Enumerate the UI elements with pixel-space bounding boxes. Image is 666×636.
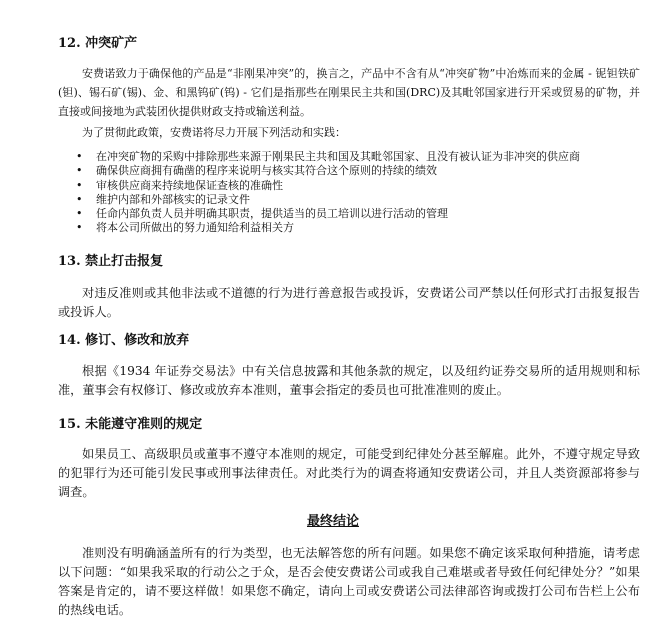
section-title-anti-retaliation: 13. 禁止打击报复 [58, 254, 164, 269]
list-item: • 维护内部和外部核实的记录文件 [76, 193, 636, 207]
paragraph-conclusion: 准则没有明确涵盖所有的行为类型，也无法解答您的所有问题。如果您不确定该采取何种措施，请考虑以下问题：“如果我采取的行动公之于众，是否会使安费诺公司或我自己难堪或者导致任何纪律处分？”如果答案是肯定的，请不要这样做！如果您不确定，请向上司或安费诺公司法律部咨询或拨打公司布告栏上公布的热线电话。 [58, 546, 640, 617]
paragraph-conflict-minerals-policy: 安费诺致力于确保他的产品是“非刚果冲突”的，换言之，产品中不含有从“冲突矿物”中冶炼而来的金属 - 铌钽铁矿(钽)、锡石矿(锡)、金、和黑钨矿(钨) - 它们是指那些在刚果民主共和国(DRC)及其毗邻国家进行开采或贸易的矿物，并直接或间接地为武装团伙提供财政支持或输送利益。 [58, 67, 640, 118]
list-item: • 确保供应商拥有确凿的程序来说明与核实其符合这个原则的持续的绩效 [76, 164, 636, 178]
section-title-conflict-minerals: 12. 冲突矿产 [58, 36, 138, 51]
conclusion-heading [0, 514, 666, 530]
section-title-non-compliance: 15. 未能遵守准则的规定 [58, 417, 203, 432]
list-item: • 将本公司所做出的努力通知给利益相关方 [76, 221, 636, 235]
list-item: • 审核供应商来持续地保证查核的准确性 [76, 179, 636, 193]
paragraph-anti-retaliation: 对违反准则或其他非法或不道德的行为进行善意报告或投诉，安费诺公司严禁以任何形式打击报复报告或投诉人。 [58, 286, 640, 319]
paragraph-amendments: 根据《1934 年证券交易法》中有关信息披露和其他条款的规定，以及纽约证券交易所的适用规则和标准，董事会有权修订、修改或放弃本准则，董事会指定的委员也可批准准则的废止。 [58, 364, 640, 397]
list-item: • 任命内部负责人员并明确其职责，提供适当的员工培训以进行活动的管理 [76, 207, 636, 221]
conclusion-title: 最终结论 [306, 514, 359, 529]
paragraph-conflict-minerals-intro: 为了贯彻此政策，安费诺将尽力开展下列活动和实践： [82, 126, 346, 139]
conflict-minerals-list [76, 150, 636, 236]
list-item: • 在冲突矿物的采购中排除那些来源于刚果民主共和国及其毗邻国家、且没有被认证为非冲突的供应商 [76, 150, 636, 164]
paragraph-non-compliance: 如果员工、高级职员或董事不遵守本准则的规定，可能受到纪律处分甚至解雇。此外，不遵守规定导致的犯罪行为还可能引发民事或刑事法律责任。对此类行为的调查将通知安费诺公司，并且人类资源部将参与调查。 [58, 447, 640, 499]
section-title-amendments: 14. 修订、修改和放弃 [58, 333, 190, 348]
